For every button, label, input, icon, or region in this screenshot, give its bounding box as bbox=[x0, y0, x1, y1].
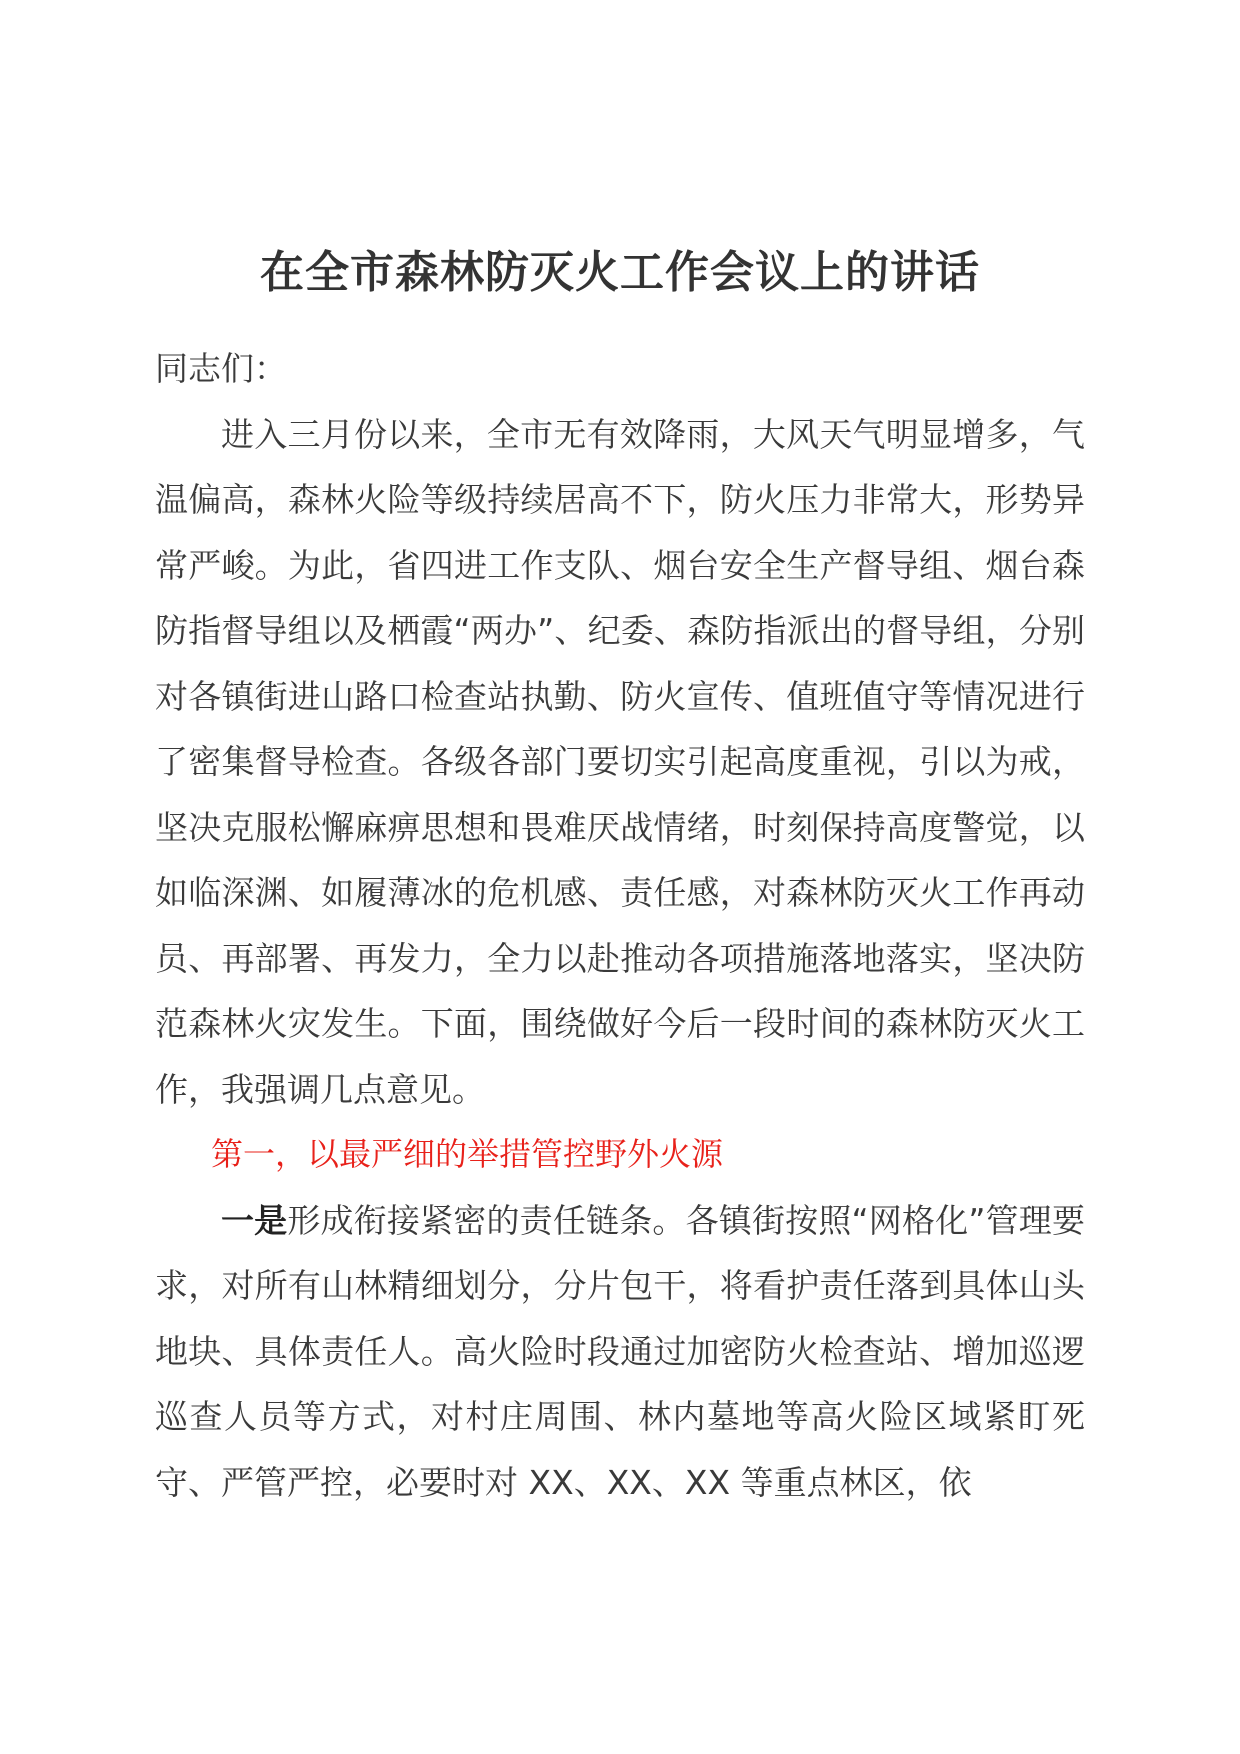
document-page bbox=[155, 240, 1085, 1515]
section-heading-1: 第一，以最严细的举措管控野外火源 bbox=[211, 1135, 724, 1173]
point-text: 形成衔接紧密的责任链条。各镇街按照“网格化”管理要求，对所有山林精细划分，分片包干，将看护责任落到具体山头地块、具体责任人。高火险时段通过加密防火检查站、增加巡逻巡查人员等方式，对村庄周围、林内墓地等高火险区域紧盯死守、严管严控，必要时对 XX、XX、XX 等重点林区，依 bbox=[155, 1200, 1085, 1502]
intro-paragraph: 进入三月份以来，全市无有效降雨，大风天气明显增多，气温偏高，森林火险等级持续居高不下，防火压力非常大，形势异常严峻。为此，省四进工作支队、烟台安全生产督导组、烟台森防指督导组以及栖霞“两办”、纪委、森防指派出的督导组，分别对各镇街进山路口检查站执勤、防火宣传、值班值守等情况进行了密集督导检查。各级各部门要切实引起高度重视，引以为戒，坚决克服松懈麻痹思想和畏难厌战情绪，时刻保持高度警觉，以如临深渊、如履薄冰的危机感、责任感，对森林防灭火工作再动员、再部署、再发力，全力以赴推动各项措施落地落实，坚决防范森林火灾发生。下面，围绕做好今后一段时间的森林防灭火工作，我强调几点意见。 bbox=[155, 414, 1085, 1109]
point-lead: 一是 bbox=[221, 1200, 288, 1240]
point-paragraph-1 bbox=[155, 1188, 1085, 1516]
salutation: 同志们： bbox=[155, 349, 287, 388]
document-title: 在全市森林防灭火工作会议上的讲话 bbox=[260, 247, 980, 298]
